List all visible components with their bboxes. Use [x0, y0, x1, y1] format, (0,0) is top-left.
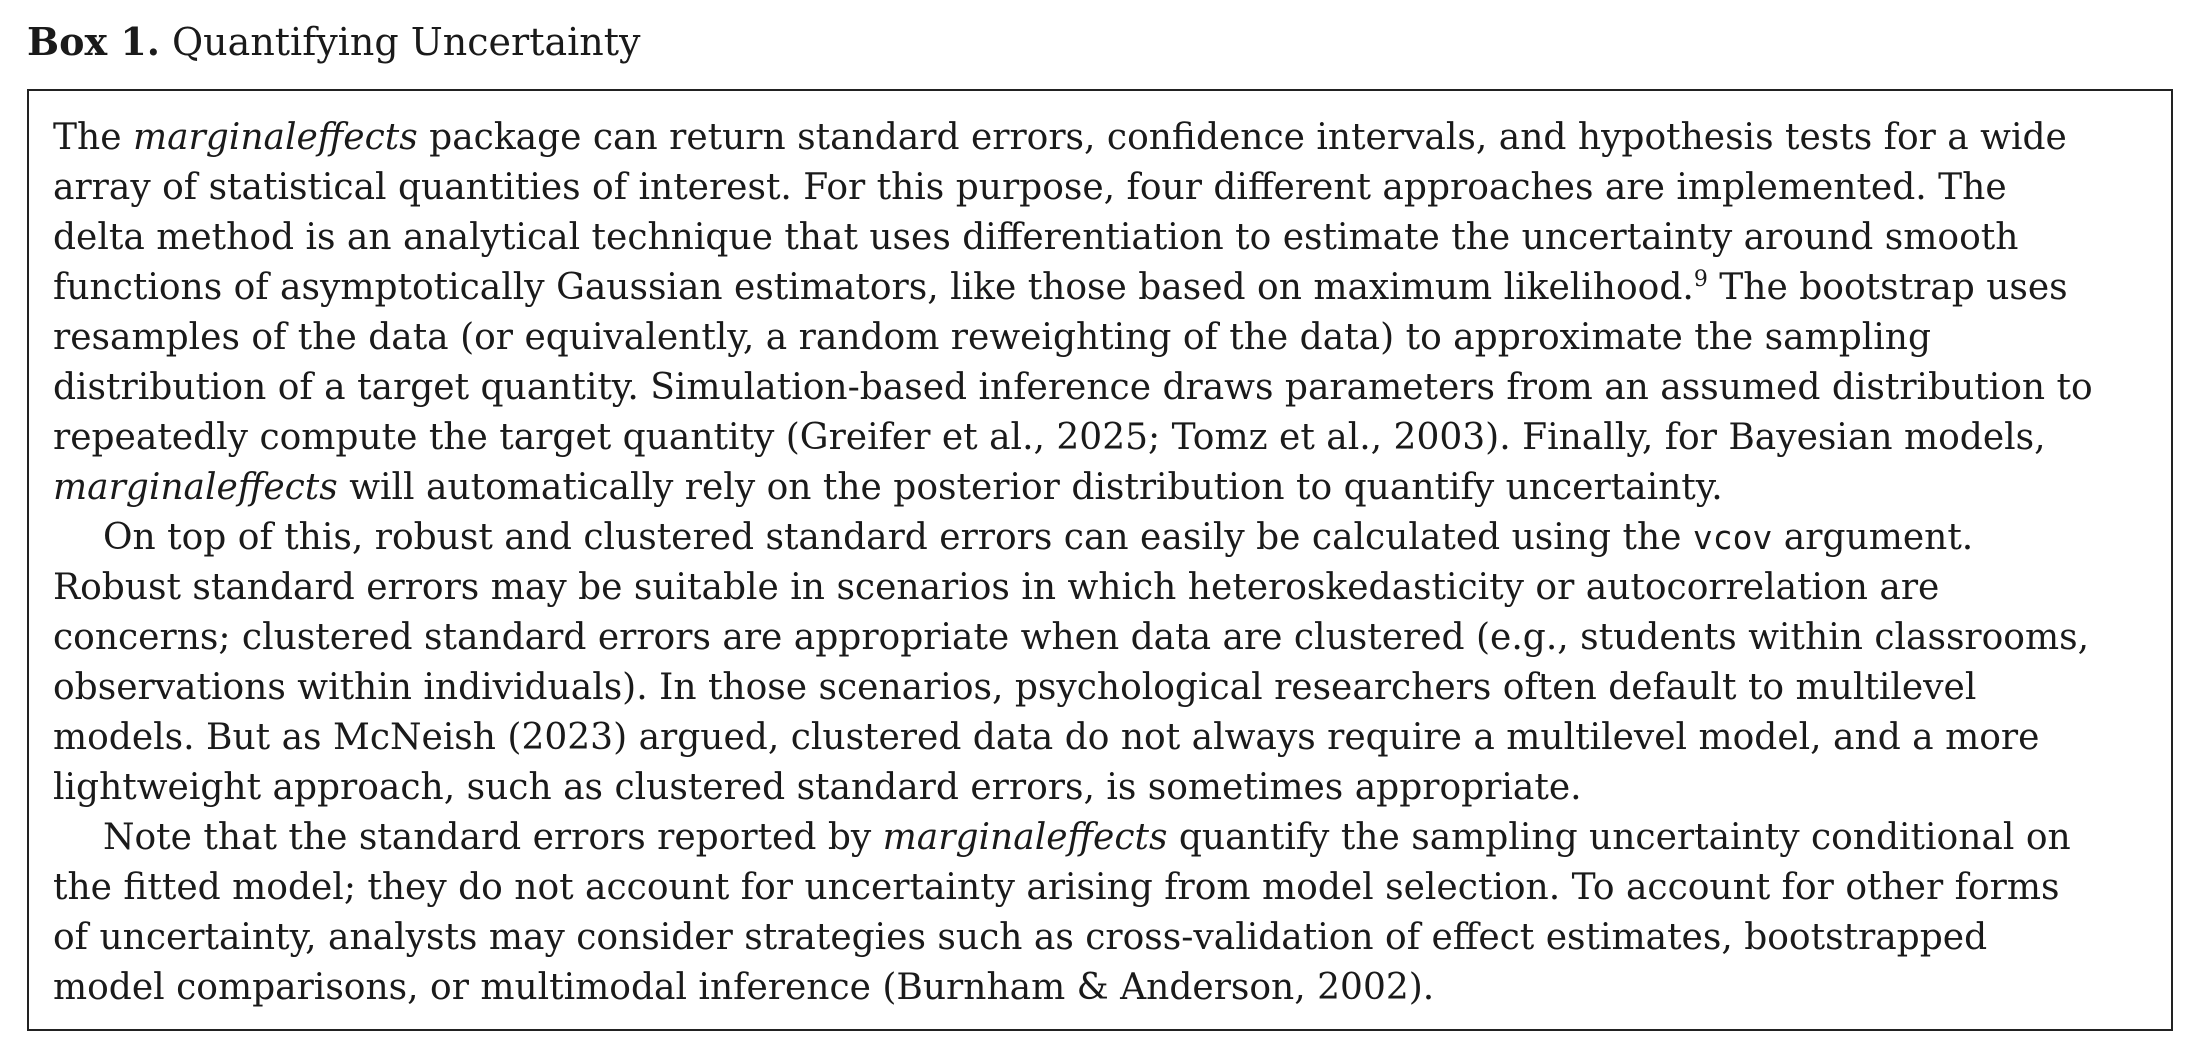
text-line: of uncertainty, analysts may consider strategies such as cross-validation of effect estimates, bootstrapped: [53, 917, 1988, 958]
footnote-marker: 9: [1693, 267, 1708, 292]
text-line: models. But as McNeish (2023) argued, clustered data do not always require a multilevel model, and a more: [53, 717, 2040, 758]
paragraph-approaches: [53, 113, 2148, 513]
text-line: the fitted model; they do not account for uncertainty arising from model selection. To account for other forms: [53, 867, 2060, 908]
text-run: quantify the sampling uncertainty conditional on: [1167, 817, 2071, 858]
text-line: [53, 813, 2148, 863]
box-label: Box 1.: [27, 19, 161, 64]
text-run: The bootstrap uses: [1707, 267, 2068, 308]
package-name-emphasis: marginaleffects: [882, 817, 1168, 858]
text-run: package can return standard errors, confidence intervals, and hypothesis tests for a wide: [417, 117, 2067, 158]
box-frame: [27, 89, 2173, 1031]
text-line: [53, 463, 2148, 513]
text-run: The: [53, 117, 133, 158]
text-line: array of statistical quantities of interest. For this purpose, four different approaches are implemented. The: [53, 167, 2007, 208]
package-name-emphasis: marginaleffects: [132, 117, 418, 158]
box-title: Quantifying Uncertainty: [172, 20, 641, 64]
text-line: delta method is an analytical technique that uses differentiation to estimate the uncertainty around smooth: [53, 217, 2019, 258]
text-line: Robust standard errors may be suitable in scenarios in which heteroskedasticity or autocorrelation are: [53, 567, 1940, 608]
text-line: model comparisons, or multimodal inference (Burnham & Anderson, 2002).: [53, 967, 1435, 1008]
text-line: [53, 263, 2148, 313]
text-line: distribution of a target quantity. Simulation-based inference draws parameters from an assumed distribution to: [53, 367, 2093, 408]
text-run: Note that the standard errors reported by: [103, 817, 883, 858]
text-line: [53, 113, 2148, 163]
text-line: concerns; clustered standard errors are appropriate when data are clustered (e.g., students within classrooms,: [53, 617, 2090, 658]
code-argument: vcov: [1692, 518, 1773, 557]
package-name-emphasis: marginaleffects: [53, 467, 338, 508]
text-line: observations within individuals). In those scenarios, psychological researchers often default to multilevel: [53, 667, 1977, 708]
text-run: On top of this, robust and clustered standard errors can easily be calculated using the: [103, 517, 1693, 558]
text-line: [53, 513, 2148, 563]
text-run: will automatically rely on the posterior distribution to quantify uncertainty.: [337, 467, 1723, 508]
text-run: functions of asymptotically Gaussian estimators, like those based on maximum likelihood.: [53, 267, 1694, 308]
text-line: resamples of the data (or equivalently, a random reweighting of the data) to approximate the sampling: [53, 317, 1932, 358]
text-line: lightweight approach, such as clustered standard errors, is sometimes appropriate.: [53, 767, 1582, 808]
paragraph-robust-errors: [53, 513, 2148, 813]
text-line: repeatedly compute the target quantity (Greifer et al., 2025; Tomz et al., 2003). Finally, for Bayesian models,: [53, 417, 2046, 458]
text-run: argument.: [1772, 517, 1974, 558]
paragraph-note: [53, 813, 2148, 1013]
box-heading: [27, 14, 641, 70]
